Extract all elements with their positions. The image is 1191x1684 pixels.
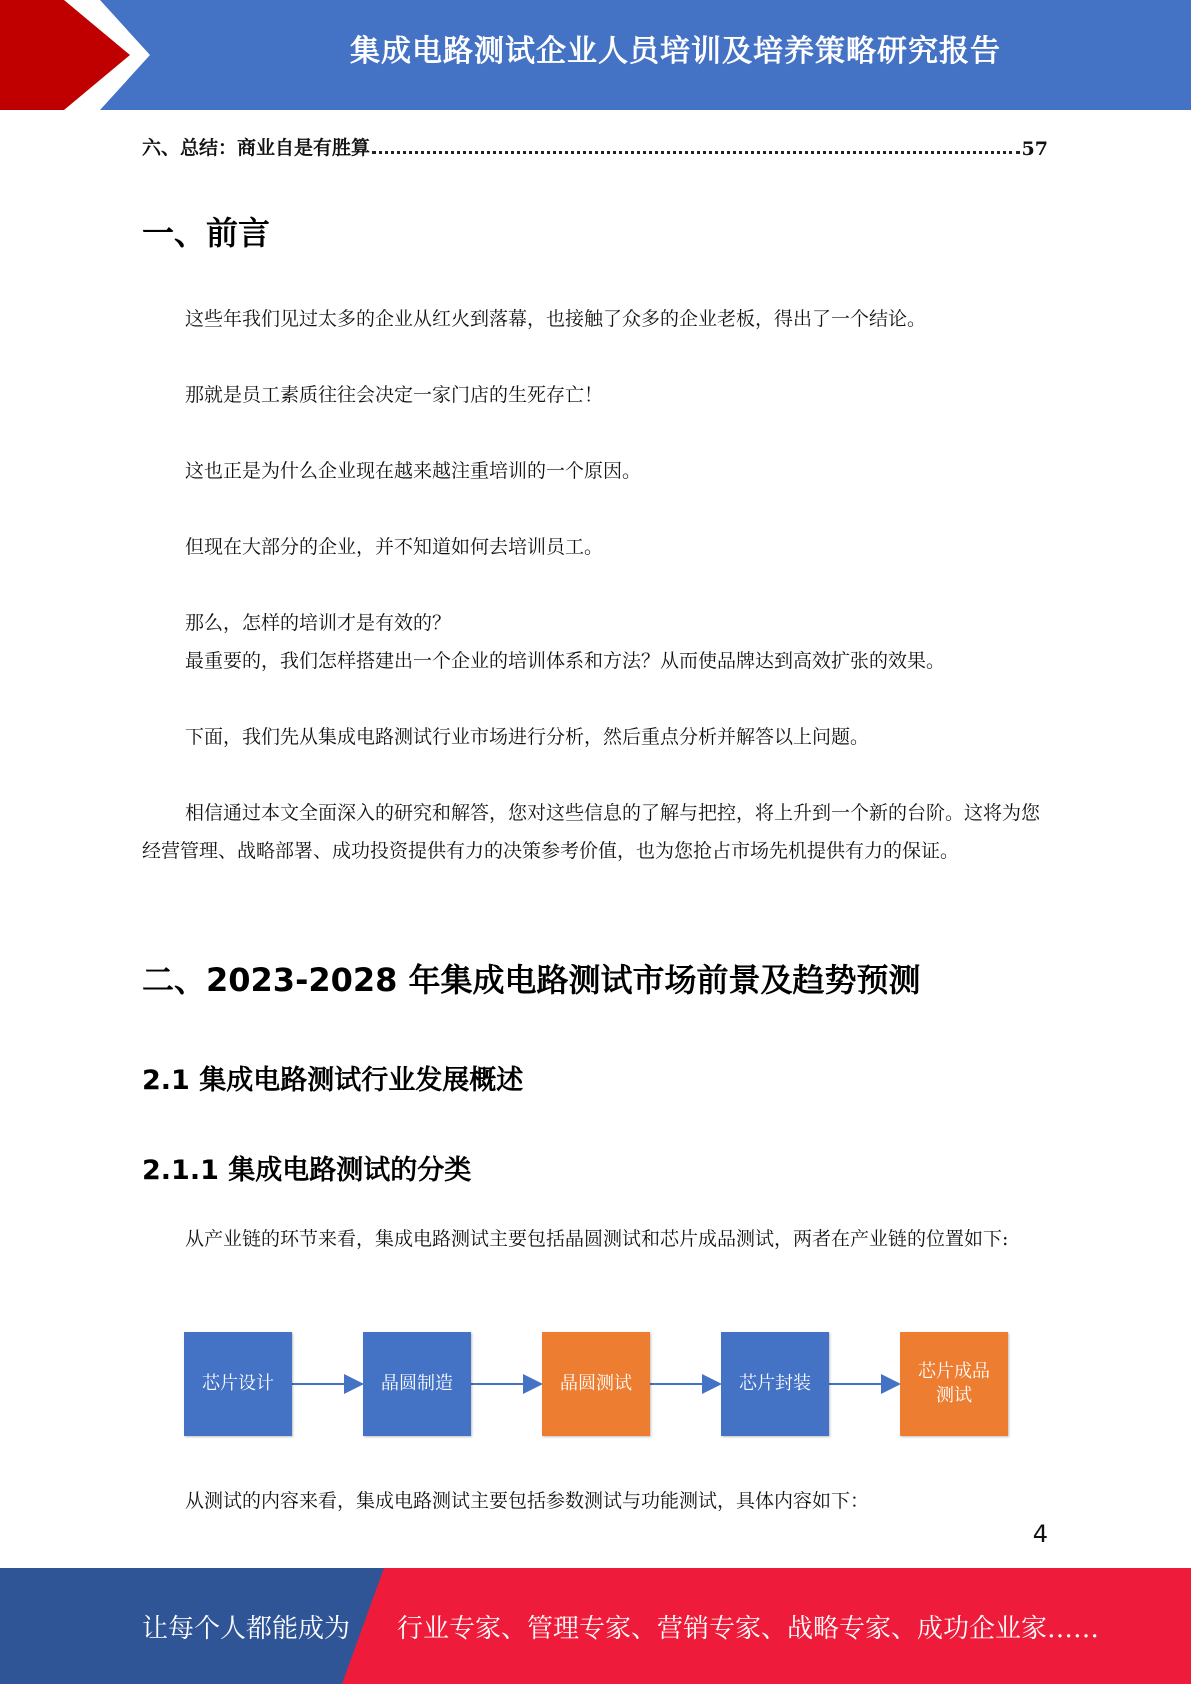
paragraph: 这也正是为什么企业现在越来越注重培训的一个原因。 <box>185 460 642 482</box>
section-title-market-forecast: 二、2023-2028 年集成电路测试市场前景及趋势预测 <box>142 961 921 999</box>
footer-slogan-right: 行业专家、管理专家、营销专家、战略专家、成功企业家…… <box>397 1614 1100 1644</box>
flow-step-wafer-testing <box>542 1332 650 1436</box>
footer-slogan-left: 让每个人都能成为 <box>142 1614 351 1644</box>
paragraph: 那就是员工素质往往会决定一家门店的生死存亡！ <box>185 384 604 406</box>
paragraph: 从测试的内容来看，集成电路测试主要包括参数测试与功能测试，具体内容如下： <box>185 1490 870 1512</box>
flow-step-chip-design <box>184 1332 292 1436</box>
page-header <box>0 0 1191 110</box>
flow-step-wafer-fabrication <box>363 1332 471 1436</box>
page-footer <box>0 1568 1191 1684</box>
flow-step-label: 芯片封装 <box>739 1373 811 1394</box>
toc-entry-label: 六、总结：商业自是有胜算 <box>142 137 371 159</box>
industry-chain-flow-diagram <box>184 1332 1012 1436</box>
page-number: 4 <box>1032 1520 1048 1548</box>
flow-step-label: 晶圆制造 <box>381 1373 453 1394</box>
toc-page-number: 57 <box>1021 138 1048 160</box>
paragraph: 相信通过本文全面深入的研究和解答，您对这些信息的了解与把控，将上升到一个新的台阶。这将为您经营管理、战略部署、成功投资提供有力的决策参考价值，也为您抢占市场先机提供有力的保证。 <box>142 802 1041 862</box>
flow-step-label: 芯片设计 <box>202 1373 274 1394</box>
flow-step-label: 晶圆测试 <box>560 1373 632 1394</box>
paragraph: 从产业链的环节来看，集成电路测试主要包括晶圆测试和芯片成品测试，两者在产业链的位置如下: <box>185 1228 1009 1250</box>
flow-step-final-test <box>900 1332 1008 1436</box>
flow-step-label: 芯片成品测试 <box>918 1361 990 1406</box>
subsection-title-overview: 2.1 集成电路测试行业发展概述 <box>142 1065 524 1096</box>
toc-entry[interactable] <box>142 130 1048 160</box>
flow-step-chip-packaging <box>721 1332 829 1436</box>
header-title: 集成电路测试企业人员培训及培养策略研究报告 <box>350 34 1001 69</box>
section-title-preface: 一、前言 <box>142 214 271 252</box>
paragraph: 最重要的，我们怎样搭建出一个企业的培训体系和方法？从而使品牌达到高效扩张的效果。 <box>185 650 946 672</box>
toc-leader-dots <box>372 151 1020 154</box>
paragraph: 但现在大部分的企业，并不知道如何去培训员工。 <box>185 536 604 558</box>
paragraph: 下面，我们先从集成电路测试行业市场进行分析，然后重点分析并解答以上问题。 <box>185 726 870 748</box>
subsection-title-classification: 2.1.1 集成电路测试的分类 <box>142 1155 472 1186</box>
paragraph: 那么，怎样的培训才是有效的？ <box>185 612 452 634</box>
paragraph: 这些年我们见过太多的企业从红火到落幕，也接触了众多的企业老板，得出了一个结论。 <box>185 308 927 330</box>
